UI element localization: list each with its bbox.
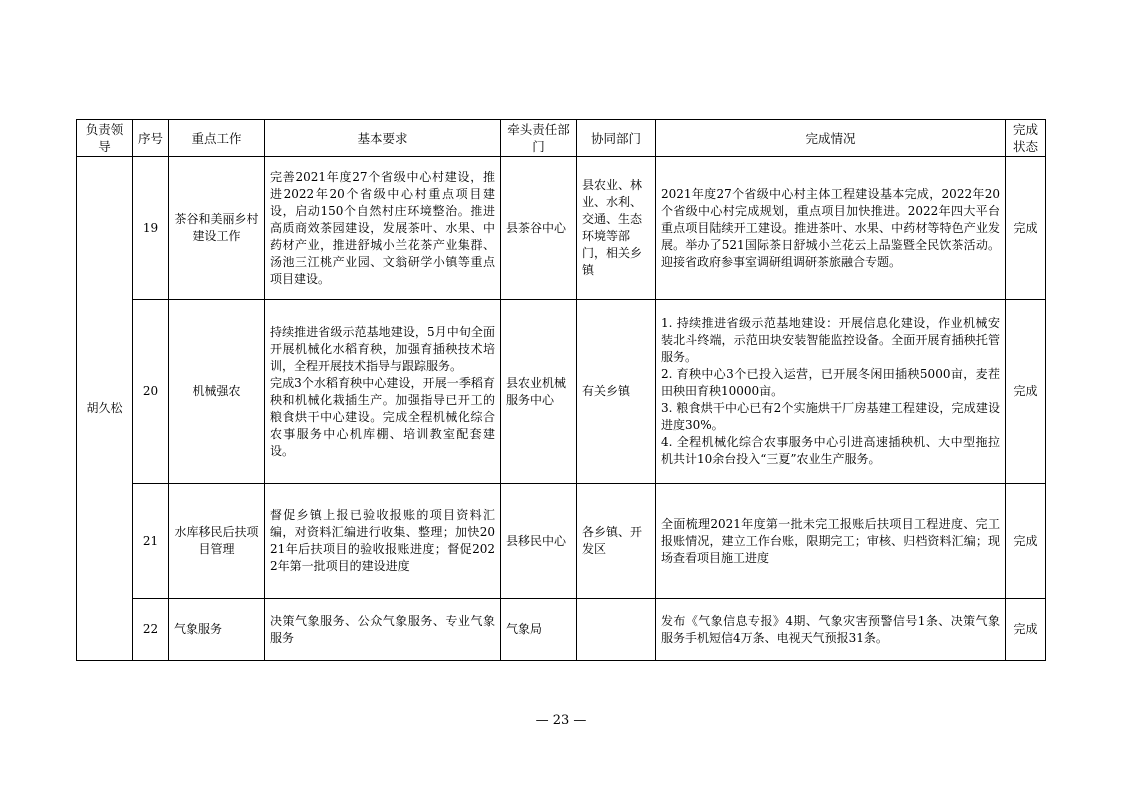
leader-name: 胡久松 xyxy=(77,157,133,661)
header-key-work: 重点工作 xyxy=(169,120,265,157)
row-lead-dept: 县农业机械服务中心 xyxy=(501,300,577,484)
row-key-work: 气象服务 xyxy=(169,599,265,661)
header-leader: 负责领导 xyxy=(77,120,133,157)
row-lead-dept: 县移民中心 xyxy=(501,484,577,599)
row-requirement: 持续推进省级示范基地建设，5月中旬全面开展机械化水稻育秧，加强育插秧技术培训，全程开展技术指导与跟踪服务。 完成3个水稻育秧中心建设，开展一季稻育秧和机械化栽插生产。加强指导已开工的粮食烘干中心建设。完成全程机械化综合农事服务中心机库棚、培训教室配套建设。 xyxy=(265,300,501,484)
row-seq: 19 xyxy=(133,157,169,300)
table-row xyxy=(77,599,1046,661)
header-progress: 完成情况 xyxy=(656,120,1006,157)
row-coop-dept: 县农业、林业、水利、交通、生态环境等部门，相关乡镇 xyxy=(577,157,656,300)
row-lead-dept: 气象局 xyxy=(501,599,577,661)
header-status: 完成状态 xyxy=(1006,120,1046,157)
table-row xyxy=(77,484,1046,599)
row-key-work: 茶谷和美丽乡村建设工作 xyxy=(169,157,265,300)
row-seq: 22 xyxy=(133,599,169,661)
row-progress: 1. 持续推进省级示范基地建设：开展信息化建设，作业机械安装北斗终端，示范田块安装智能监控设备。全面开展育插秧托管服务。 2. 育秧中心3个已投入运营，已开展冬闲田插秧5000亩，麦茬田秧田育秧10000亩。 3. 粮食烘干中心已有2个实施烘干厂房基建工程建设，完成建设进度30%。 4. 全程机械化综合农事服务中心引进高速插秧机、大中型拖拉机共计10余台投入“三夏”农业生产服务。 xyxy=(656,300,1006,484)
row-coop-dept: 有关乡镇 xyxy=(577,300,656,484)
row-requirement: 完善2021年度27个省级中心村建设，推进2022年20个省级中心村重点项目建设，启动150个自然村庄环境整治。推进高质商效茶园建设，发展茶叶、水果、中药材产业，推进舒城小兰花茶产业集群、汤池三江桃产业园、文翁研学小镇等重点项目建设。 xyxy=(265,157,501,300)
row-status: 完成 xyxy=(1006,157,1046,300)
row-requirement: 决策气象服务、公众气象服务、专业气象服务 xyxy=(265,599,501,661)
row-seq: 20 xyxy=(133,300,169,484)
row-coop-dept xyxy=(577,599,656,661)
page-number: — 23 — xyxy=(535,713,587,728)
row-status: 完成 xyxy=(1006,484,1046,599)
header-seq: 序号 xyxy=(133,120,169,157)
header-requirement: 基本要求 xyxy=(265,120,501,157)
row-key-work: 机械强农 xyxy=(169,300,265,484)
table-row xyxy=(77,157,1046,300)
table-header-row xyxy=(77,120,1046,157)
row-key-work: 水库移民后扶项目管理 xyxy=(169,484,265,599)
row-lead-dept: 县茶谷中心 xyxy=(501,157,577,300)
row-progress: 2021年度27个省级中心村主体工程建设基本完成，2022年20个省级中心村完成规划，重点项目加快推进。2022年四大平台重点项目陆续开工建设。推进茶叶、水果、中药材等特色产业发展。举办了521国际茶日舒城小兰花云上品鉴暨全民饮茶活动。迎接省政府参事室调研组调研茶旅融合专题。 xyxy=(656,157,1006,300)
row-progress: 全面梳理2021年度第一批未完工报账后扶项目工程进度、完工报账情况，建立工作台账，限期完工；审核、归档资料汇编；现场查看项目施工进度 xyxy=(656,484,1006,599)
row-status: 完成 xyxy=(1006,300,1046,484)
work-table xyxy=(76,119,1046,661)
row-seq: 21 xyxy=(133,484,169,599)
table-row xyxy=(77,300,1046,484)
header-lead-dept: 牵头责任部门 xyxy=(501,120,577,157)
header-coop-dept: 协同部门 xyxy=(577,120,656,157)
row-requirement: 督促乡镇上报已验收报账的项目资料汇编，对资料汇编进行收集、整理；加快2021年后扶项目的验收报账进度；督促2022年第一批项目的建设进度 xyxy=(265,484,501,599)
row-coop-dept: 各乡镇、开发区 xyxy=(577,484,656,599)
row-status: 完成 xyxy=(1006,599,1046,661)
row-progress: 发布《气象信息专报》4期、气象灾害预警信号1条、决策气象服务手机短信4万条、电视天气预报31条。 xyxy=(656,599,1006,661)
